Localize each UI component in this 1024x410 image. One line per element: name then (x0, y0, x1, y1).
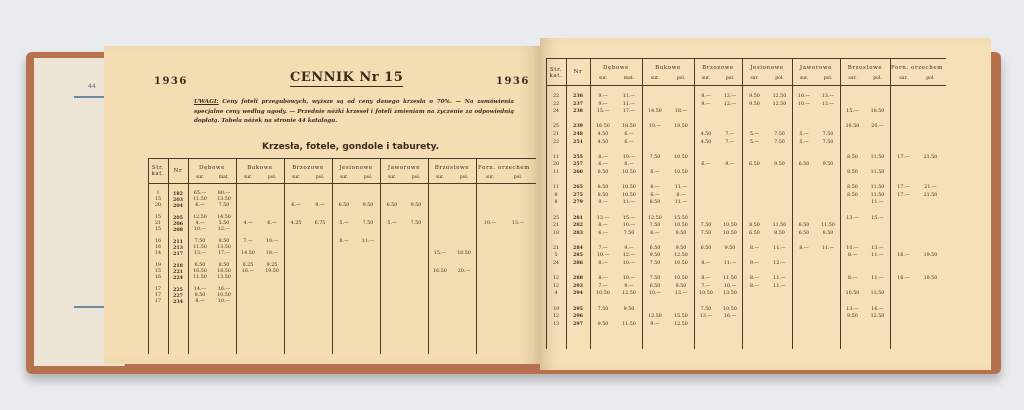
column-nr: 182 203 204 205 206 208 211 213 217 218 221 224 225 227 234 (172, 191, 183, 305)
subheader: pol. (267, 175, 277, 180)
subheader: sur. (195, 175, 205, 180)
header-debowe: Dębowe (602, 65, 630, 71)
column-debowe-sur: 9.— 9.— 15.— 16.50 4.50 4.50 8.— 6.— 8.50 8.50 8.50 9.— 13.— 8.— 6.— 7.— 10.— 8.— 8.— 7.— 10.50 7.50 9.50 (596, 94, 610, 327)
header-brzostowe: Brzostowe (434, 165, 470, 171)
header-str-kat: Str. kat. (549, 67, 563, 79)
header-jesionowe: Jesionowe (339, 165, 373, 171)
header-nr: Nr (173, 168, 183, 174)
side-page-number: 44 (88, 83, 96, 90)
subheader: pol. (459, 175, 469, 180)
column-brzostowe-pol: 18.50 20.— (457, 251, 471, 274)
subheader: sur. (243, 175, 253, 180)
subheader: sur. (701, 76, 711, 81)
subheader: pol. (775, 76, 784, 81)
price-table-right (546, 58, 946, 349)
column-brzozowe-sur: 6.— 4.25 (290, 203, 302, 226)
subheader: sur. (750, 76, 759, 81)
column-forn-sur: 10.— (483, 221, 497, 226)
column-jesionowe-sur: 6.50 5.— 8.— (338, 203, 350, 244)
subheader: pol. (676, 76, 686, 81)
subheader: sur. (799, 76, 809, 81)
subheader: pol. (873, 76, 882, 81)
subheader: sur. (899, 76, 908, 81)
subheader: pol. (823, 76, 833, 81)
subheader: mat. (623, 76, 635, 81)
notes (194, 98, 514, 127)
header-forn-orzechem: Forn. orzechem (477, 165, 531, 171)
subheader: pol. (315, 175, 325, 180)
subheader: sur. (291, 175, 301, 180)
column-str-kat: 22 22 24 25 21 22 11 20 11 11 8 8 25 21 18 21 5 24 12 12 4 19 12 13 (552, 94, 560, 327)
column-bukowe-pol: 6.— 10.— 18.— 9.25 19.50 (265, 221, 279, 274)
column-jaworowe-pol: 9.50 7.50 (410, 203, 422, 226)
column-brzozowe-pol: 9.— 6.75 (314, 203, 326, 226)
page-title: CENNIK Nr 15 (290, 70, 404, 85)
header-brzozowe: Brzozowe (292, 165, 324, 171)
column-forn-sur: 17.— 17.— 17.— 16.— 16.— (897, 154, 910, 282)
header-jaworowe: Jaworowe (799, 65, 833, 71)
table-subtitle: Krzesła, fotele, gondole i taburety. (262, 142, 440, 152)
header-debowe: Dębowe (198, 165, 226, 171)
subheader: pol. (411, 175, 421, 180)
column-brzozowe-sur: 8.— 9.— 4.50 4.50 6.— 7.50 7.50 6.50 8.— 8.— 7.— 10.50 7.50 13.— (699, 94, 713, 320)
subheader: sur. (435, 175, 445, 180)
year-left: 1936 (154, 76, 188, 87)
header-jesionowe: Jesionowe (750, 65, 784, 71)
column-debowe-sur: 65.— 11.50 6.— 12.50 4.— 10.— 7.50 11.50 13.— 6.50 16.50 11.50 14.— 8.50 8.— (193, 191, 207, 304)
column-bukowe-sur: 14.50 10.— 7.50 8.— 8.— 6.— 8.50 12.50 7.50 6.— 6.50 9.50 7.50 7.50 6.50 10.— 12.50 9.— (648, 109, 662, 327)
subheader: sur. (848, 76, 857, 81)
subheader: pol. (926, 76, 935, 81)
column-jaworowe-sur: 10.— 10.— 5.— 5.— 6.50 8.50 6.50 8.— (797, 94, 811, 251)
column-bukowe-pol: 18.— 19.50 10.50 10.50 11.— 8.— 11.— 15.50 10.50 9.50 9.50 12.50 10.50 10.50 9.50 13.— 15.50 12.50 (674, 109, 688, 327)
column-debowe-mat: 80.— 13.50 7.50 14.50 5.50 12.— 8.50 13.50 17.— 8.50 18.50 13.50 16.— 10.50 10.— (217, 191, 231, 304)
column-debowe-mat: 11.— 11.— 17.— 18.50 6.— 6.— 10.— 8.— 10.50 10.50 10.50 11.— 15.— 10.— 7.50 9.— 12.— 10.— 10.— 9.— 12.50 9.50 11.50 (622, 94, 636, 327)
right-page (540, 38, 991, 370)
subheader: pol. (513, 175, 523, 180)
column-brzostowe-sur: 15.— 16.50 (433, 251, 447, 274)
year-right: 1936 (496, 76, 530, 87)
header-bukowe: Bukowe (247, 165, 273, 171)
subheader: mat. (218, 175, 230, 180)
column-brzostowe-pol: 18.50 20.— 11.50 11.50 11.50 11.50 11.— 15.— 13.— 11.— 11.— 13.50 16.— 12.50 (870, 109, 885, 320)
subheader: sur. (339, 175, 349, 180)
notes-label: UWAGI: (194, 99, 219, 105)
column-forn-pol: 21.50 21.— 21.50 19.50 19.50 (923, 154, 938, 282)
subheader: sur. (387, 175, 397, 180)
column-brzozowe-pol: 12.— 12.— 7.— 7.— 9.— 10.50 10.50 9.50 11.— 11.50 10.— 13.50 10.50 16.— (723, 94, 737, 320)
header-bukowe: Bukowe (655, 65, 681, 71)
header-str-kat: Str. kat. (151, 165, 165, 177)
notes-text: Ceny foteli przegubowych, wyższe są od ceny danego krzesła o 70%. — Na zamówienia specjalne ceny według ugody. — Przednie nóżki krzeseł i foteli zmieniam na życzenie za odpowiednią dopłatą. Tabela nóżek na stronie 44 katalogu. (194, 99, 514, 124)
column-jesionowe-pol: 12.50 12.50 7.50 7.50 9.50 11.50 8.50 11.— 12.— 11.— 11.— (772, 94, 787, 289)
column-jaworowe-pol: 13.— 13.— 7.50 7.50 9.50 11.50 8.50 11.— (821, 94, 835, 251)
subheader: sur. (485, 175, 495, 180)
subheader: sur. (650, 76, 660, 81)
column-nr: 236 237 238 239 248 251 255 257 260 265 275 279 281 282 283 284 285 286 288 293 294 295 296 297 (572, 93, 583, 327)
price-table-left (148, 158, 536, 354)
column-jesionowe-pol: 9.50 7.50 11.— (361, 203, 375, 244)
header-brzostowe: Brzostowe (847, 65, 883, 71)
subheader: pol. (725, 76, 735, 81)
header-nr: Nr (573, 69, 583, 75)
header-forn-orzechem: Forn. orzechem (890, 65, 944, 71)
subheader: pol. (363, 175, 373, 180)
column-jaworowe-sur: 6.50 5.— (386, 203, 398, 226)
header-jaworowe: Jaworowe (387, 165, 421, 171)
column-forn-pol: 13.— (511, 221, 525, 226)
header-brzozowe: Brzozowe (702, 65, 734, 71)
column-jesionowe-sur: 9.50 9.50 5.— 5.— 6.50 8.50 6.50 8.— 9.— 8.— 8.— (749, 94, 760, 289)
column-str-kat: 1 15 20 15 21 15 16 16 14 19 15 16 17 17 17 (154, 191, 162, 304)
subheader: sur. (598, 76, 608, 81)
left-page (104, 46, 540, 364)
column-brzostowe-sur: 15.— 18.50 8.50 8.50 8.50 8.50 13.— 10.— 8.— 8.— 10.50 13.— 9.50 (845, 109, 860, 320)
column-bukowe-sur: 4.— 7.— 14.50 6.25 16.— (241, 221, 255, 274)
